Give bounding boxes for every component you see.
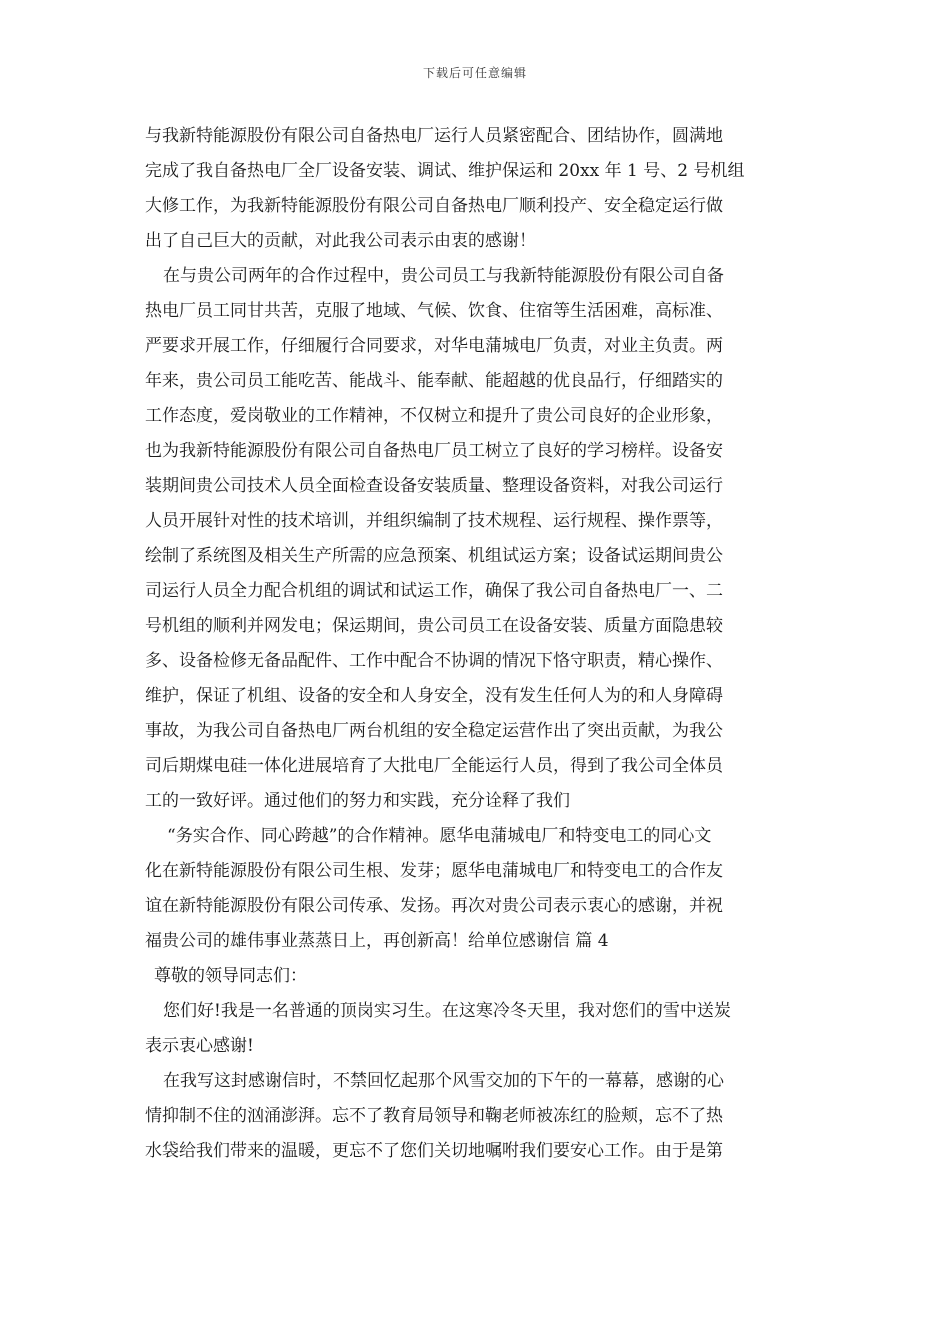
text-line: 热电厂员工同甘共苦，克服了地域、气候、饮食、住宿等生活困难，高标准、 (145, 301, 723, 321)
text-line: 司运行人员全力配合机组的调试和试运工作，确保了我公司自备热电厂一、二 (145, 581, 723, 601)
salutation-line: 尊敬的领导同志们： (154, 966, 307, 986)
text-line: 大修工作，为我新特能源股份有限公司自备热电厂顺利投产、安全稳定运行做 (145, 196, 723, 216)
text-line: 绘制了系统图及相关生产所需的应急预案、机组试运方案；设备试运期间贵公 (145, 546, 723, 566)
paragraph-start-line: 在与贵公司两年的合作过程中，贵公司员工与我新特能源股份有限公司自备 (163, 266, 724, 286)
page-header: 下载后可任意编辑 (422, 66, 527, 80)
text-line: 完成了我自备热电厂全厂设备安装、调试、维护保运和 20xx 年 1 号、2 号机组 (145, 161, 745, 181)
letter-body (145, 119, 811, 1169)
text-line: 出了自己巨大的贡献，对此我公司表示由衷的感谢！ (145, 231, 536, 251)
text-line: 表示衷心感谢! (145, 1036, 254, 1056)
text-line: 水袋给我们带来的温暖，更忘不了您们关切地嘱咐我们要安心工作。由于是第 (145, 1141, 723, 1161)
text-line: 福贵公司的雄伟事业蒸蒸日上，再创新高！给单位感谢信 篇 4 (145, 931, 609, 951)
paragraph-start-line: 您们好!我是一名普通的顶岗实习生。在这寒冷冬天里，我对您们的雪中送炭 (163, 1001, 731, 1021)
text-line: 谊在新特能源股份有限公司传承、发扬。再次对贵公司表示衷心的感谢，并祝 (145, 896, 723, 916)
text-line: 情抑制不住的汹涌澎湃。忘不了教育局领导和鞠老师被冻红的脸颊，忘不了热 (145, 1106, 723, 1126)
text-line: 也为我新特能源股份有限公司自备热电厂员工树立了良好的学习榜样。设备安 (145, 441, 723, 461)
text-line: 严要求开展工作，仔细履行合同要求，对华电蒲城电厂负责，对业主负责。两 (145, 336, 723, 356)
paragraph-start-line: 在我写这封感谢信时，不禁回忆起那个风雪交加的下午的一幕幕，感谢的心 (163, 1071, 724, 1091)
text-line: 装期间贵公司技术人员全面检查设备安装质量、整理设备资料，对我公司运行 (145, 476, 723, 496)
paragraph-start-line: “务实合作、同心跨越”的合作精神。愿华电蒲城电厂和特变电工的同心文 (167, 826, 712, 846)
text-line: 多、设备检修无备品配件、工作中配合不协调的情况下恪守职责，精心操作、 (145, 651, 723, 671)
text-line: 维护，保证了机组、设备的安全和人身安全，没有发生任何人为的和人身障碍 (145, 686, 723, 706)
text-line: 化在新特能源股份有限公司生根、发芽；愿华电蒲城电厂和特变电工的合作友 (145, 861, 723, 881)
text-line: 事故，为我公司自备热电厂两台机组的安全稳定运营作出了突出贡献，为我公 (145, 721, 723, 741)
text-line: 工作态度，爱岗敬业的工作精神，不仅树立和提升了贵公司良好的企业形象， (145, 406, 723, 426)
text-line: 司后期煤电硅一体化进展培育了大批电厂全能运行人员，得到了我公司全体员 (145, 756, 723, 776)
text-line: 号机组的顺利并网发电；保运期间，贵公司员工在设备安装、质量方面隐患较 (145, 616, 723, 636)
text-line: 与我新特能源股份有限公司自备热电厂运行人员紧密配合、团结协作，圆满地 (145, 126, 723, 146)
text-line: 年来，贵公司员工能吃苦、能战斗、能奉献、能超越的优良品行，仔细踏实的 (145, 371, 723, 391)
text-line: 工的一致好评。通过他们的努力和实践，充分诠释了我们 (145, 791, 570, 811)
text-line: 人员开展针对性的技术培训，并组织编制了技术规程、运行规程、操作票等， (145, 511, 723, 531)
